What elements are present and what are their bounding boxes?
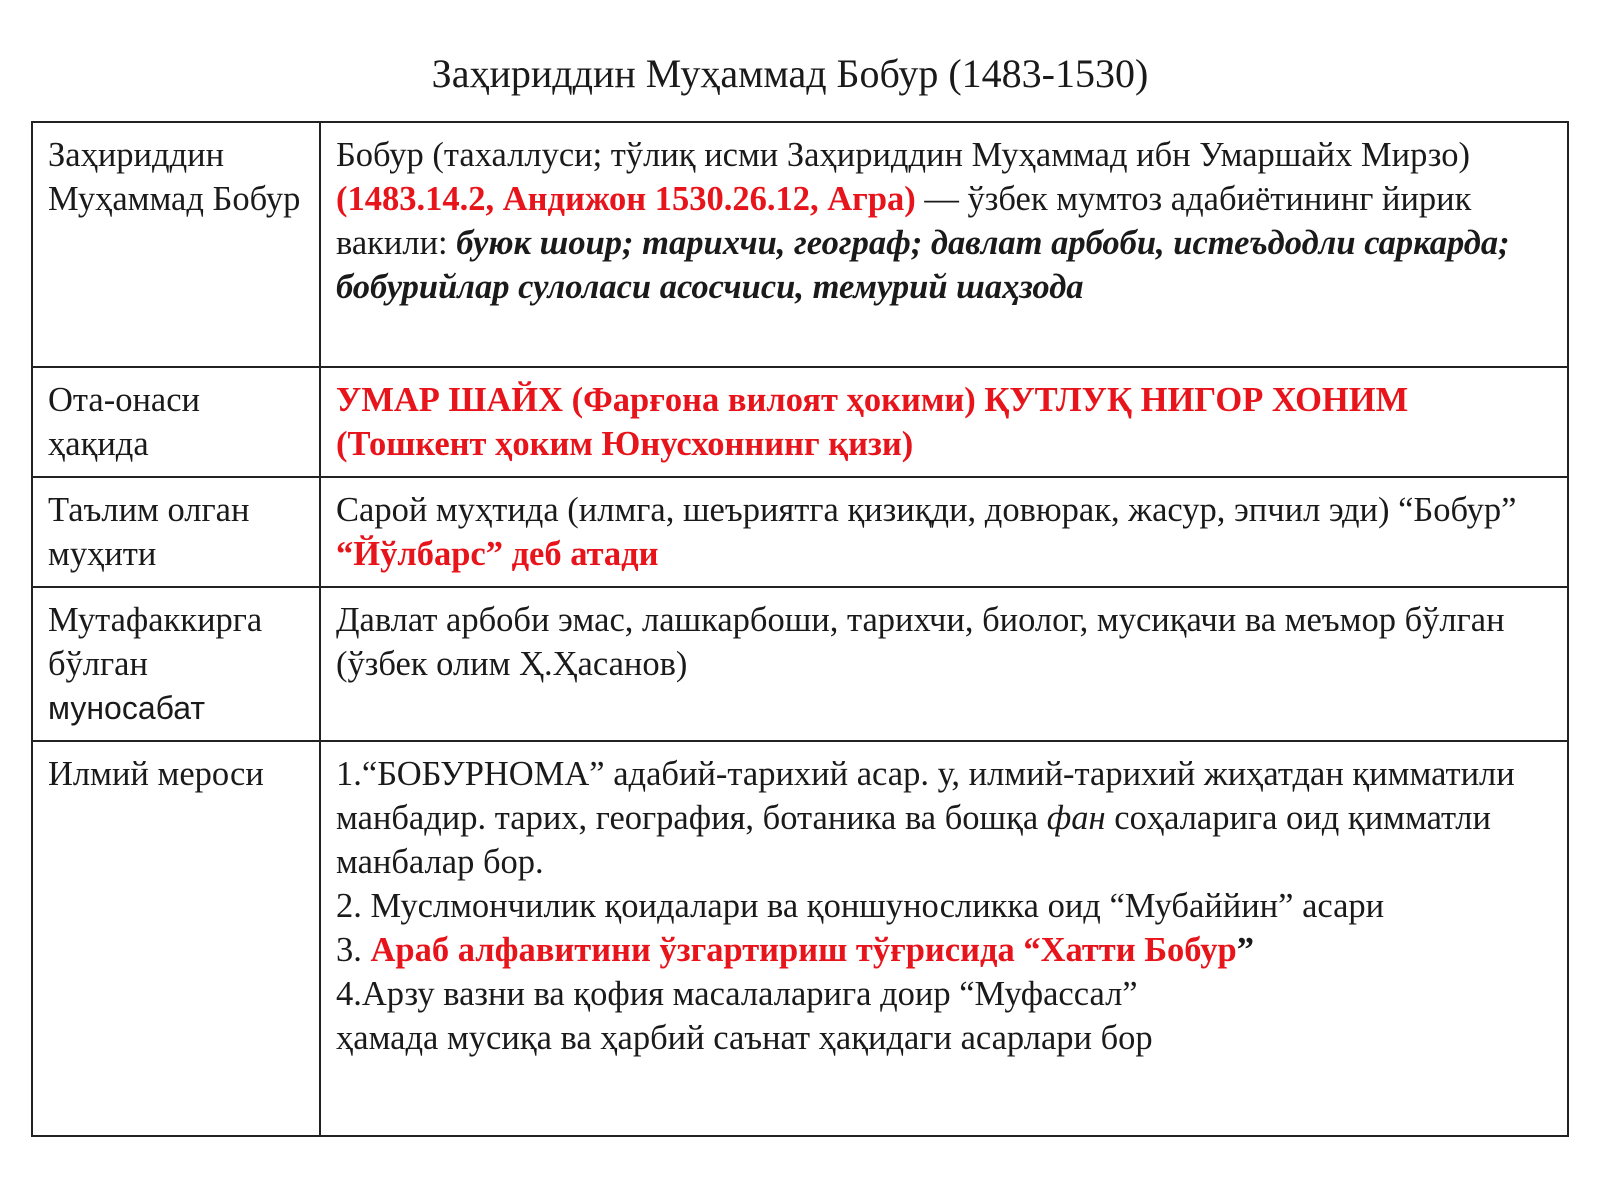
label-serif: Мутафаккирга бўлган bbox=[48, 601, 263, 683]
row-content bbox=[320, 477, 1568, 587]
legacy-item-5: ҳамада мусиқа ва ҳарбий саънат ҳақидаги асарлари бор bbox=[336, 1019, 1153, 1057]
row-content bbox=[320, 122, 1568, 367]
table-row bbox=[32, 477, 1568, 587]
roles-emphasis: буюк шоир; тарихчи, географ; давлат арбоби, истеъдодли саркарда; бобурийлар сулоласи асосчиси, темурий шаҳзода bbox=[336, 224, 1510, 306]
table-row bbox=[32, 587, 1568, 741]
text-span: 1.“БОБУРНОМА” адабий-тарихий асар. у, илмий-тарихий жиҳатдан қимматили манбадир. тарих, география, ботаника ва бошқа bbox=[336, 755, 1515, 837]
text-span: Сарой муҳтида (илмга, шеъриятга қизиқди, довюрак, жасур, эпчил эди) “Бобур” bbox=[336, 491, 1517, 529]
text-span: — ўзбек мумтоз адабиётининг йирик вакили: bbox=[336, 180, 1472, 262]
text-span: ” bbox=[1236, 931, 1254, 969]
legacy-item-4: 4.Арзу вазни ва қофия масалаларига доир “Муфассал” bbox=[336, 975, 1138, 1013]
dates-highlight: (1483.14.2, Андижон 1530.26.12, Агра) bbox=[336, 180, 916, 218]
nickname-highlight: “Йўлбарс” деб атади bbox=[336, 535, 659, 573]
legacy-item-3 bbox=[336, 928, 1553, 972]
italic-word: фан bbox=[1046, 799, 1106, 837]
page-title: Заҳириддин Муҳаммад Бобур (1483-1530) bbox=[431, 51, 1149, 96]
row-content bbox=[320, 587, 1568, 741]
text-span: Давлат арбоби эмас, лашкарбоши, тарихчи, биолог, мусиқачи ва меъмор бўлган (ўзбек олим Ҳ.Ҳасанов) bbox=[336, 601, 1505, 683]
parents-highlight: УМАР ШАЙХ (Фарғона вилоят ҳокими) ҚУТЛУҚ НИГОР ХОНИМ (Тошкент ҳоким Юнусхоннинг қизи) bbox=[336, 381, 1409, 463]
alphabet-highlight: Араб алфавитини ўзгартириш тўғрисида “Хатти Бобур bbox=[370, 931, 1237, 969]
row-content bbox=[320, 741, 1568, 1136]
table-row bbox=[32, 122, 1568, 367]
text-span: 3. bbox=[336, 931, 371, 969]
row-content bbox=[320, 367, 1568, 477]
table-row bbox=[32, 741, 1568, 1136]
row-label bbox=[32, 587, 320, 741]
label-sans: муносабат bbox=[48, 690, 205, 726]
text-span: Бобур (тахаллуси; тўлиқ исми Заҳириддин Муҳаммад ибн Умаршайх Мирзо) bbox=[336, 136, 1470, 174]
row-label: Таълим олган муҳити bbox=[32, 477, 320, 587]
table-row bbox=[32, 367, 1568, 477]
legacy-item-1 bbox=[336, 752, 1553, 884]
row-label: Заҳириддин Муҳаммад Бобур bbox=[32, 122, 320, 367]
row-label: Илмий мероси bbox=[32, 741, 320, 1136]
legacy-item-2: 2. Муслмончилик қоидалари ва қоншуносликка оид “Мубаййин” асари bbox=[336, 887, 1385, 925]
text-span: соҳаларига оид қимматли манбалар бор. bbox=[336, 799, 1491, 881]
biography-table bbox=[31, 121, 1569, 1137]
row-label: Ота-онаси ҳақида bbox=[32, 367, 320, 477]
